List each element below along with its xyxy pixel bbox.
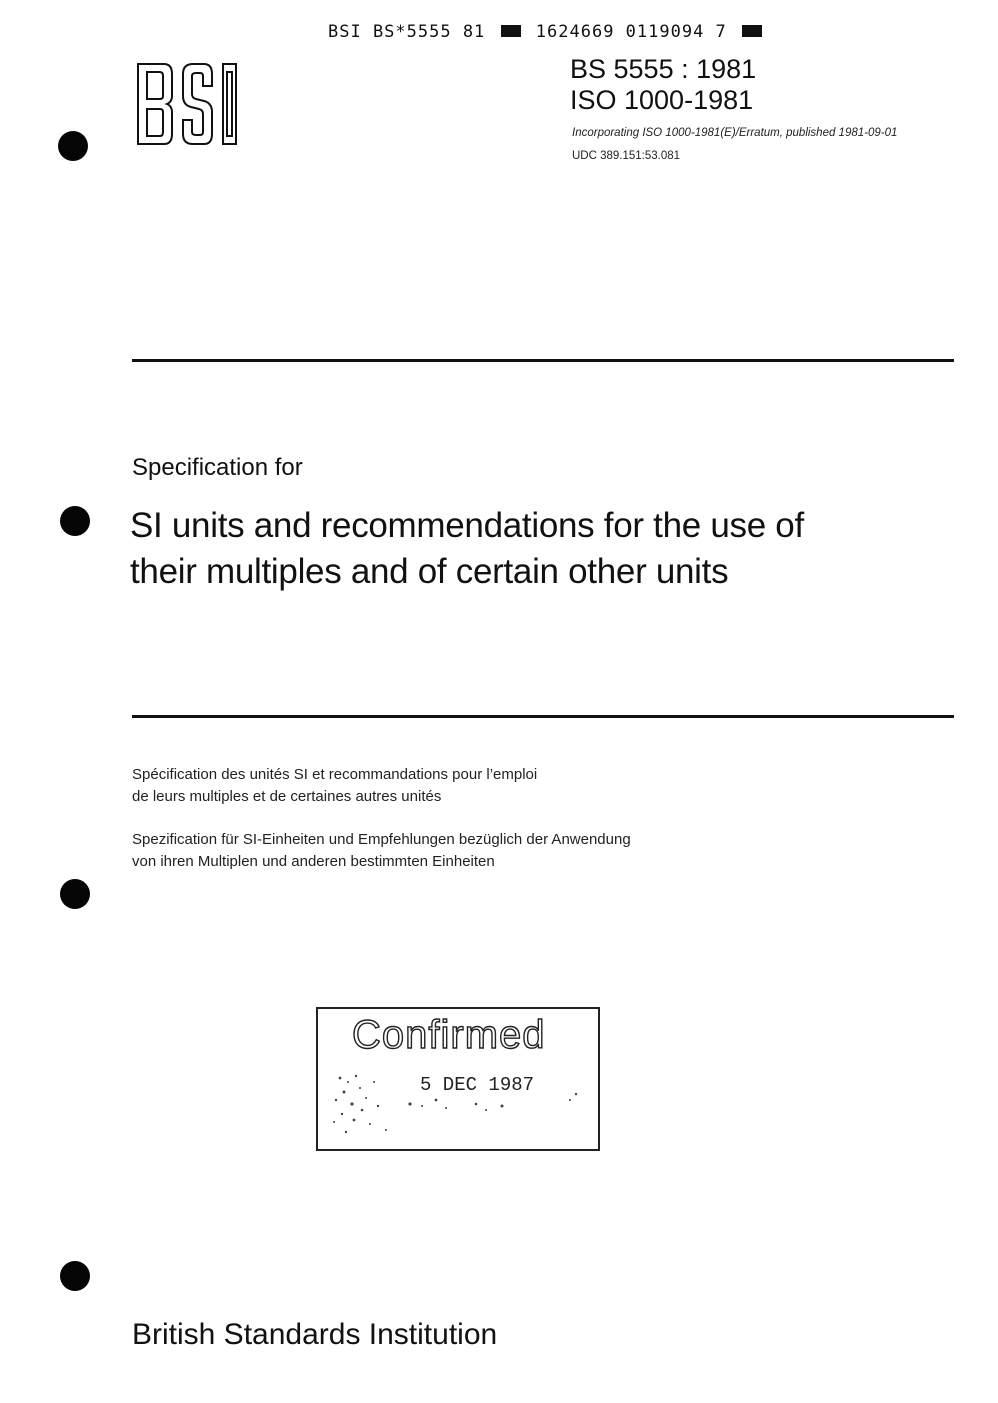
german-title-line-2: von ihren Multiplen und anderen bestimmten Einheiten: [132, 853, 495, 870]
header-code-line: [328, 22, 766, 42]
institution-name: British Standards Institution: [132, 1318, 498, 1351]
standard-numbers: [570, 54, 756, 116]
french-title: [132, 764, 772, 808]
bsi-logo: [136, 62, 240, 146]
bottom-divider: [132, 715, 954, 718]
stamp-date: 5 DEC 1987: [420, 1074, 535, 1096]
punch-hole: [60, 879, 90, 909]
punch-hole: [60, 1261, 90, 1291]
french-title-line-1: Spécification des unités SI et recommandations pour l’emploi: [132, 766, 538, 783]
german-title: [132, 829, 772, 873]
title-prefix: Specification for: [132, 454, 303, 481]
bar-mark: [501, 25, 521, 37]
german-title-line-1: Spezification für SI-Einheiten und Empfehlungen bezüglich der Anwendung: [132, 831, 631, 848]
stamp-speckle: [326, 1070, 586, 1140]
header-code-left: BSI BS*5555 81: [328, 22, 486, 42]
bar-mark: [742, 25, 762, 37]
french-title-line-2: de leurs multiples et de certaines autres unités: [132, 788, 442, 805]
udc-code: UDC 389.151:53.081: [572, 150, 681, 162]
title-line-1: SI units and recommendations for the use of: [130, 506, 804, 545]
punch-hole: [60, 506, 90, 536]
stamp-word: Confirmed: [352, 1013, 546, 1057]
header-code-right: 1624669 0119094 7: [535, 22, 727, 42]
punch-hole: [58, 131, 88, 161]
bs-number: BS 5555 : 1981: [570, 54, 757, 84]
document-title: [130, 503, 930, 595]
incorporating-note: Incorporating ISO 1000-1981(E)/Erratum, published 1981-09-01: [572, 127, 898, 139]
iso-number: ISO 1000-1981: [570, 85, 754, 115]
top-divider: [132, 359, 954, 362]
title-line-2: their multiples and of certain other units: [130, 552, 729, 591]
